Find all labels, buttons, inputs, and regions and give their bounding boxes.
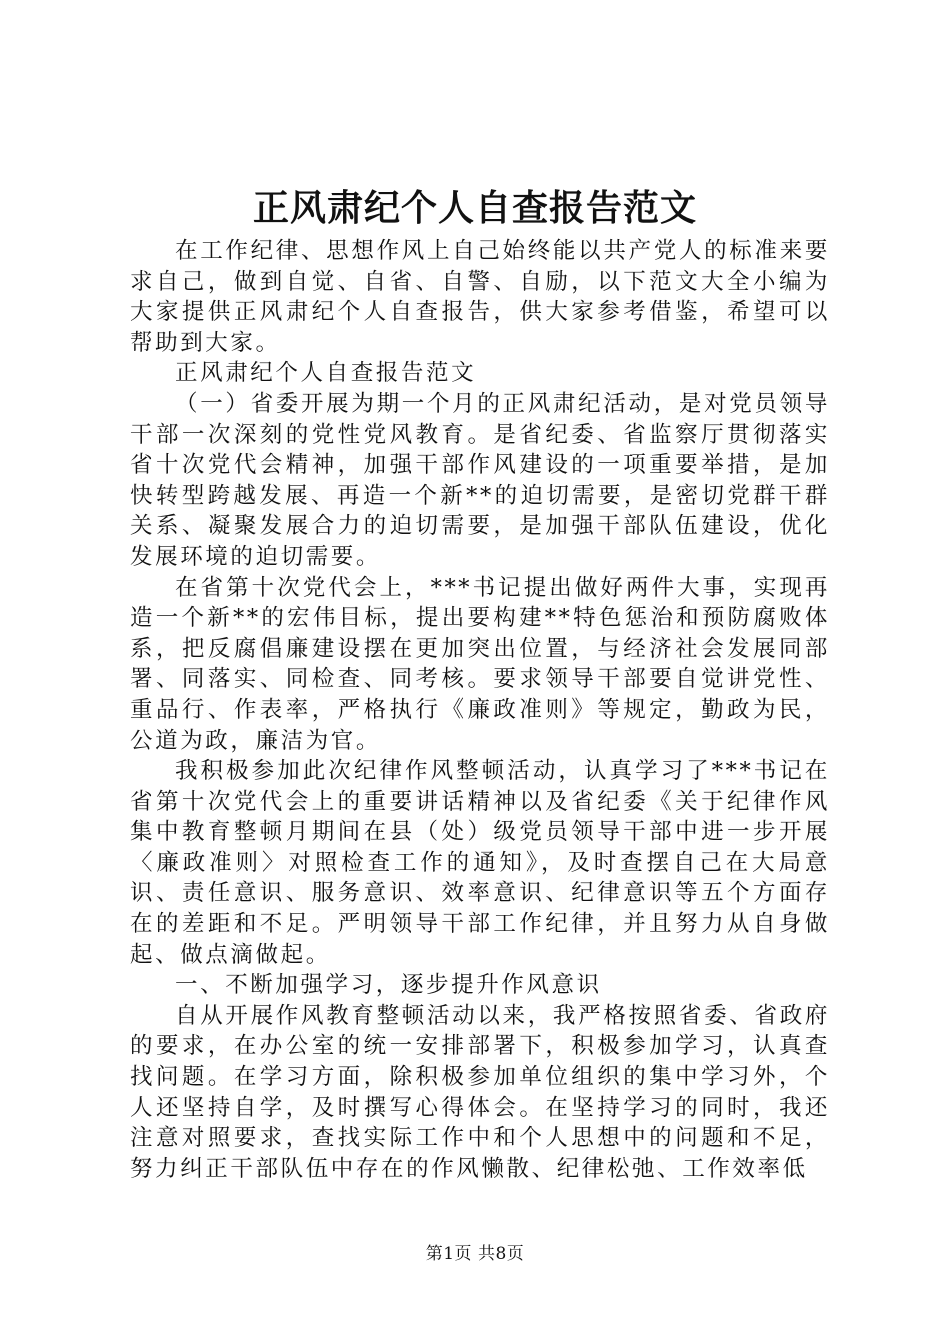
document-title: 正风肃纪个人自查报告范文 xyxy=(252,187,697,229)
section-heading: 正风肃纪个人自查报告范文 xyxy=(175,360,477,387)
document-body xyxy=(130,236,830,1184)
subsection-heading: 一、不断加强学习，逐步提升作风意识 xyxy=(175,972,602,999)
paragraph-2: 在省第十次党代会上，***书记提出做好两件大事，实现再造一个新**的宏伟目标，提出要构建**特色惩治和预防腐败体系，把反腐倡廉建设摆在更加突出位置，与经济社会发展同部署、同落实、同检查、同考核。要求领导干部要自觉讲党性、重品行、作表率，严格执行《廉政准则》等规定，勤政为民，公道为政，廉洁为官。 xyxy=(130,574,830,754)
paragraph-4: 自从开展作风教育整顿活动以来，我严格按照省委、省政府的要求，在办公室的统一安排部署下，积极参加学习，认真查找问题。在学习方面，除积极参加单位组织的集中学习外，个人还坚持自学，及时撰写心得体会。在坚持学习的同时，我还注意对照要求，查找实际工作中和个人思想中的问题和不足，努力纠正干部队伍中存在的作风懒散、纪律松弛、工作效率低 xyxy=(130,1002,830,1182)
page-number-footer: 第1页 共8页 xyxy=(425,1244,525,1264)
paragraph-1: （一）省委开展为期一个月的正风肃纪活动，是对党员领导干部一次深刻的党性党风教育。是省纪委、省监察厅贯彻落实省十次党代会精神，加强干部作风建设的一项重要举措，是加快转型跨越发展、再造一个新**的迫切需要，是密切党群干群关系、凝聚发展合力的迫切需要，是加强干部队伍建设，优化发展环境的迫切需要。 xyxy=(130,390,830,570)
paragraph-3: 我积极参加此次纪律作风整顿活动，认真学习了***书记在省第十次党代会上的重要讲话精神以及省纪委《关于纪律作风集中教育整顿月期间在县（处）级党员领导干部中进一步开展〈廉政准则〉对照检查工作的通知》，及时查摆自己在大局意识、责任意识、服务意识、效率意识、纪律意识等五个方面存在的差距和不足。严明领导干部工作纪律，并且努力从自身做起、做点滴做起。 xyxy=(130,758,830,968)
paragraph-intro: 在工作纪律、思想作风上自己始终能以共产党人的标准来要求自己，做到自觉、自省、自警、自励，以下范文大全小编为大家提供正风肃纪个人自查报告，供大家参考借鉴，希望可以帮助到大家。 xyxy=(130,238,830,356)
